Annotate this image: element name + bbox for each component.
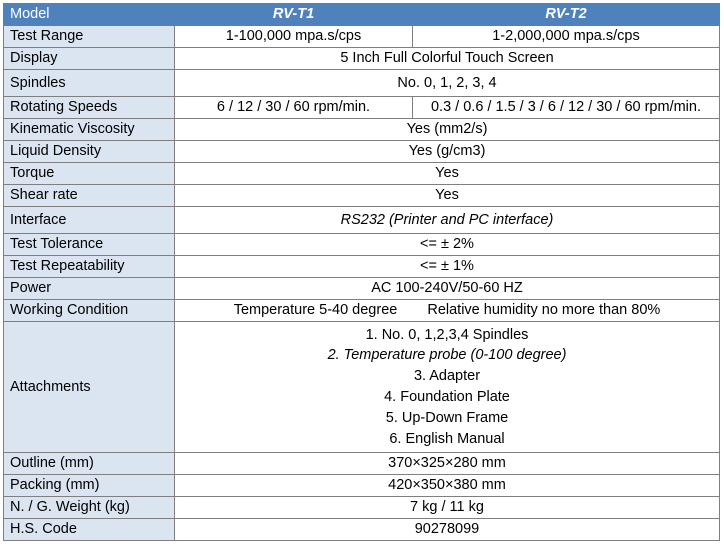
torque-value: Yes [175, 163, 720, 185]
weight-label: N. / G. Weight (kg) [4, 497, 175, 519]
interface-value: RS232 (Printer and PC interface) [175, 207, 720, 234]
list-item: 1. No. 0, 1,2,3,4 Spindles [365, 326, 529, 343]
kinematic-viscosity-label: Kinematic Viscosity [4, 119, 175, 141]
model-rv-t1-header: RV-T1 [175, 4, 413, 26]
table-row [4, 207, 720, 234]
hs-code-value: 90278099 [175, 519, 720, 541]
table-row [4, 475, 720, 497]
interface-label: Interface [4, 207, 175, 234]
torque-label: Torque [4, 163, 175, 185]
display-label: Display [4, 48, 175, 70]
table-row [4, 256, 720, 278]
power-value: AC 100-240V/50-60 HZ [175, 278, 720, 300]
test-repeatability-value: <= ± 1% [175, 256, 720, 278]
shear-rate-value: Yes [175, 185, 720, 207]
table-row [4, 163, 720, 185]
rotating-speeds-label: Rotating Speeds [4, 97, 175, 119]
table-row [4, 300, 720, 322]
list-item: 6. English Manual [389, 430, 505, 447]
list-item: 3. Adapter [413, 368, 481, 385]
test-repeatability-label: Test Repeatability [4, 256, 175, 278]
table-row [4, 185, 720, 207]
list-item: 4. Foundation Plate [384, 389, 510, 405]
weight-value: 7 kg / 11 kg [175, 497, 720, 519]
test-tolerance-label: Test Tolerance [4, 234, 175, 256]
table-row [4, 97, 720, 119]
attachments-label: Attachments [4, 322, 175, 453]
header-row [4, 4, 720, 26]
rotating-speeds-rv-t1: 6 / 12 / 30 / 60 rpm/min. [175, 97, 413, 119]
table-row [4, 26, 720, 48]
power-label: Power [4, 278, 175, 300]
table-row [4, 519, 720, 541]
working-condition-temperature: Temperature 5-40 degree [233, 302, 398, 318]
working-condition-humidity: Relative humidity no more than 80% [427, 302, 661, 318]
working-condition-value [175, 300, 720, 322]
table-row [4, 278, 720, 300]
packing-value: 420×350×380 mm [175, 475, 720, 497]
spindles-label: Spindles [4, 70, 175, 97]
test-range-rv-t2: 1-2,000,000 mpa.s/cps [413, 26, 720, 48]
table-row [4, 234, 720, 256]
attachments-value [175, 322, 720, 453]
table-row [4, 141, 720, 163]
liquid-density-value: Yes (g/cm3) [175, 141, 720, 163]
table-row [4, 453, 720, 475]
test-range-label: Test Range [4, 26, 175, 48]
table-row [4, 48, 720, 70]
display-value: 5 Inch Full Colorful Touch Screen [175, 48, 720, 70]
outline-label: Outline (mm) [4, 453, 175, 475]
spec-table [3, 3, 720, 541]
working-condition-label: Working Condition [4, 300, 175, 322]
list-item: 2. Temperature probe (0-100 degree) [327, 347, 567, 364]
table-row [4, 322, 720, 453]
packing-label: Packing (mm) [4, 475, 175, 497]
model-rv-t2-header: RV-T2 [413, 4, 720, 26]
test-range-rv-t1: 1-100,000 mpa.s/cps [175, 26, 413, 48]
table-row [4, 70, 720, 97]
table-row [4, 497, 720, 519]
hs-code-label: H.S. Code [4, 519, 175, 541]
kinematic-viscosity-value: Yes (mm2/s) [175, 119, 720, 141]
test-tolerance-value: <= ± 2% [175, 234, 720, 256]
list-item: 5. Up-Down Frame [385, 409, 509, 426]
table-row [4, 119, 720, 141]
shear-rate-label: Shear rate [4, 185, 175, 207]
outline-value: 370×325×280 mm [175, 453, 720, 475]
liquid-density-label: Liquid Density [4, 141, 175, 163]
model-header: Model [4, 4, 175, 26]
attachments-list [181, 325, 713, 450]
rotating-speeds-rv-t2: 0.3 / 0.6 / 1.5 / 3 / 6 / 12 / 30 / 60 rpm/min. [413, 97, 720, 119]
spindles-value: No. 0, 1, 2, 3, 4 [175, 70, 720, 97]
